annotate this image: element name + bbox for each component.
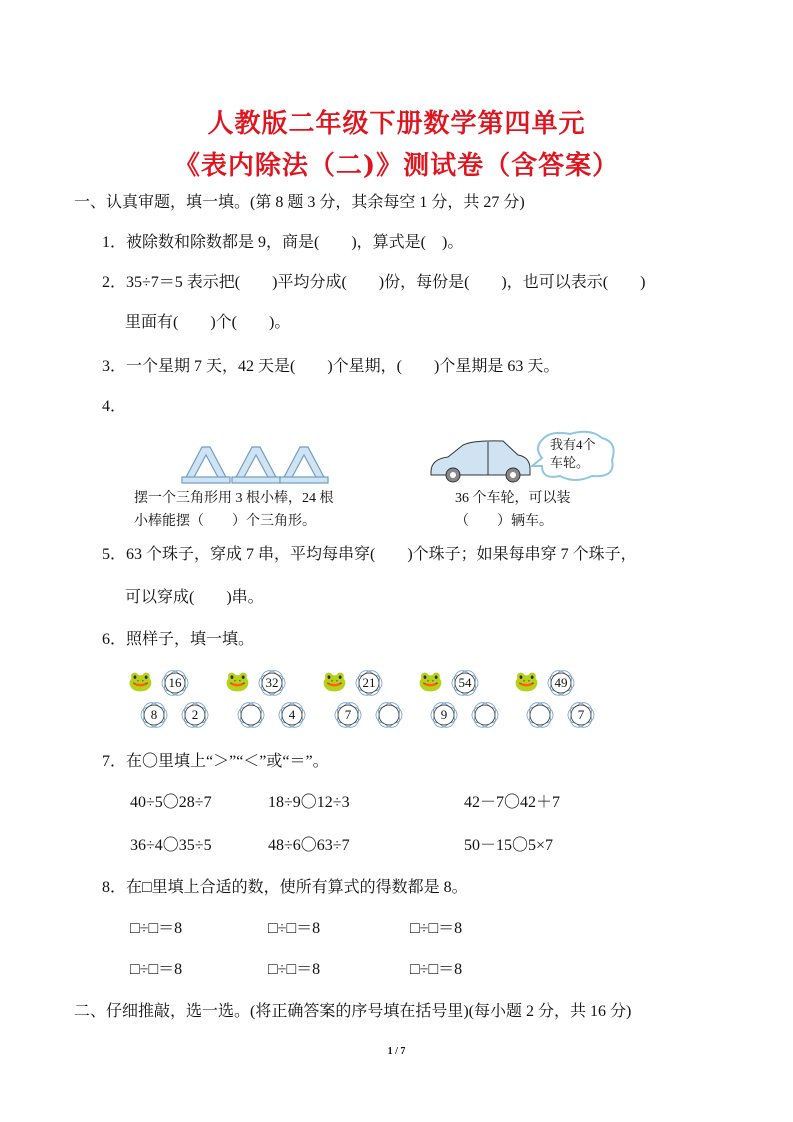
comparison-item: 18÷9〇12÷3 [268,794,350,811]
comparison-item: 42－7〇42＋7 [464,794,561,811]
triangles-figure [180,443,330,485]
q4-right-caption1: 36 个车轮，可以装 [455,491,571,506]
comparison-item: 40÷5〇28÷7 [130,794,212,811]
question-2: 2．35÷7＝5 表示把( )平均分成( )份，每份是( )，也可以表示( ) [102,274,646,291]
question-4: 4． [102,398,127,415]
frog-icon: 🐸 [514,671,539,693]
section2-heading: 二、仔细推敲，选一选。(将正确答案的序号填在括号里)(每小题 2 分，共 16 分) [74,1003,632,1020]
flower-number: 49 [554,675,568,690]
frog-icon: 🐸 [128,671,153,693]
flower-number: 2 [191,707,199,722]
page-number: 1 / 7 [387,1046,406,1057]
division-blank-item: □÷□＝8 [268,961,321,978]
q4-left-caption2: 小棒能摆（ ）个三角形。 [134,514,316,529]
division-blank-item: □÷□＝8 [130,961,183,978]
flower-number: 7 [577,707,585,722]
question-7: 7．在〇里填上“＞”“＜”或“＝”。 [102,753,329,770]
flower-number: 16 [168,675,182,690]
section1-heading: 一、认真审题，填一填。(第 8 题 3 分，其余每空 1 分，共 27 分) [74,194,525,211]
division-blank-item: □÷□＝8 [130,920,183,937]
flower-number: 4 [288,707,296,722]
flower-number: 8 [150,707,158,722]
flower-number: 54 [458,675,472,690]
car-figure [428,437,533,487]
flower-icon [374,700,404,730]
q4-right-caption2: （ ）辆车。 [455,514,553,529]
comparison-item: 36÷4〇35÷5 [130,837,212,854]
flower-icon [236,700,266,730]
question-6: 6．照样子，填一填。 [102,631,255,648]
bubble-text1: 我有4个 [550,437,596,452]
question-5: 5．63 个珠子，穿成 7 串，平均每串穿( )个珠子；如果每串穿 7 个珠子， [102,546,637,563]
flower-number: 9 [440,707,448,722]
flower-number: 7 [344,707,352,722]
frog-icon: 🐸 [225,671,250,693]
flower-number: 21 [362,675,376,690]
comparison-item: 50－15〇5×7 [464,837,554,854]
flower-icon [470,700,500,730]
division-blank-item: □÷□＝8 [268,920,321,937]
question-8: 8．在□里填上合适的数，使所有算式的得数都是 8。 [102,879,468,896]
frog-icon: 🐸 [418,671,443,693]
question-5-cont: 可以穿成( )串。 [125,589,264,606]
frog-icon: 🐸 [322,671,347,693]
division-blank-item: □÷□＝8 [410,920,463,937]
q4-left-caption1: 摆一个三角形用 3 根小棒，24 根 [134,491,334,506]
title-line2: 《表内除法（二)》测试卷（含答案） [173,151,620,181]
flower-number: 32 [265,675,279,690]
question-3: 3．一个星期 7 天，42 天是( )个星期，( )个星期是 63 天。 [102,358,560,375]
question-1: 1．被除数和除数都是 9，商是( )，算式是( )。 [102,234,464,251]
division-blank-item: □÷□＝8 [410,961,463,978]
title-line1: 人教版二年级下册数学第四单元 [207,109,586,139]
question-2-cont: 里面有( )个( )。 [125,314,291,331]
flower-icon [525,700,555,730]
comparison-item: 48÷6〇63÷7 [268,837,350,854]
bubble-text2: 车轮。 [550,455,590,470]
